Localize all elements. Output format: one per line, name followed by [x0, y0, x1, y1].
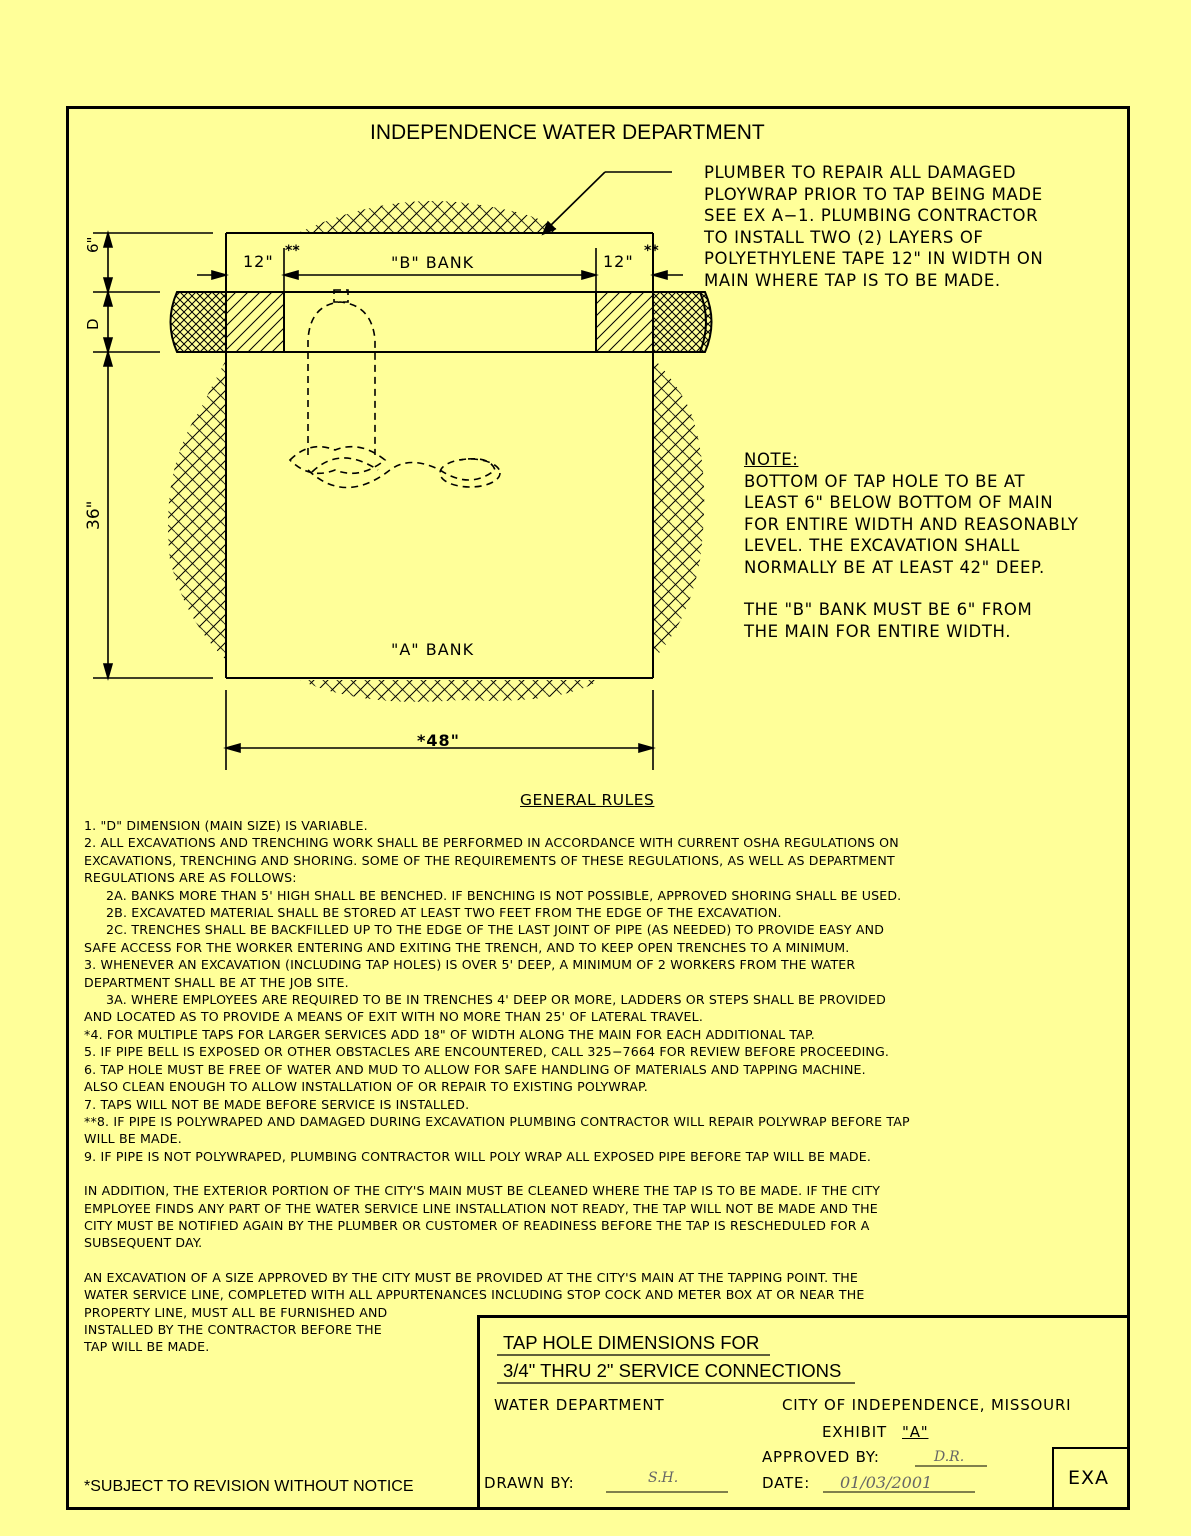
city-label: CITY OF INDEPENDENCE, MISSOURI — [782, 1396, 1072, 1414]
department-label: WATER DEPARTMENT — [494, 1396, 665, 1414]
dim-12-right-label: 12" — [603, 252, 634, 271]
exhibit-code: EXA — [1068, 1467, 1110, 1489]
rule-line: 2B. EXCAVATED MATERIAL SHALL BE STORED AT LEAST TWO FEET FROM THE EDGE OF THE EXCAVATION. — [106, 905, 782, 921]
addition-line: EMPLOYEE FINDS ANY PART OF THE WATER SERVICE LINE INSTALLATION NOT READY, THE TAP WILL NOT BE MADE AND THE — [84, 1200, 878, 1216]
note-line: BOTTOM OF TAP HOLE TO BE AT — [744, 471, 1026, 491]
note-line: LEVEL. THE EXCAVATION SHALL — [744, 536, 1020, 555]
drawn-value: S.H. — [648, 1470, 679, 1486]
plumber-note-line: SEE EX A−1. PLUMBING CONTRACTOR — [704, 206, 1039, 225]
dim-48-label: *48" — [417, 731, 460, 750]
dim-6-label: 6" — [84, 236, 102, 253]
drawing-title: INDEPENDENCE WATER DEPARTMENT — [370, 121, 765, 144]
title-block-line2: 3/4" THRU 2" SERVICE CONNECTIONS — [503, 1360, 842, 1381]
a-bank-label: "A" BANK — [391, 640, 475, 659]
plumber-note-line: MAIN WHERE TAP IS TO BE MADE. — [704, 270, 1001, 290]
approved-label: APPROVED BY: — [762, 1448, 880, 1466]
general-rules-title: GENERAL RULES — [520, 791, 655, 809]
excavation-line: WATER SERVICE LINE, COMPLETED WITH ALL APPURTENANCES INCLUDING STOP COCK AND METER BOX AT OR NEAR THE — [84, 1287, 865, 1303]
rule-line: 9. IF PIPE IS NOT POLYWRAPED, PLUMBING CONTRACTOR WILL POLY WRAP ALL EXPOSED PIPE BEFORE TAP WILL BE MADE. — [84, 1148, 872, 1164]
plumber-note-line: PLUMBER TO REPAIR ALL DAMAGED — [704, 163, 1017, 182]
stars-right: ** — [644, 243, 659, 259]
plumber-note-line: PLOYWRAP PRIOR TO TAP BEING MADE — [704, 184, 1043, 204]
rule-line: 7. TAPS WILL NOT BE MADE BEFORE SERVICE IS INSTALLED. — [84, 1096, 470, 1112]
rule-line: 2A. BANKS MORE THAN 5' HIGH SHALL BE BENCHED. IF BENCHING IS NOT POSSIBLE, APPROVED SHORING SHALL BE USED. — [106, 887, 902, 903]
note-line: LEAST 6" BELOW BOTTOM OF MAIN — [744, 493, 1054, 512]
dim-d-label: D — [84, 318, 102, 330]
addition-line: CITY MUST BE NOTIFIED AGAIN BY THE PLUMBER OR CUSTOMER OF READINESS BEFORE THE TAP IS RESCHEDULED FOR A — [84, 1217, 870, 1233]
rule-line: 3A. WHERE EMPLOYEES ARE REQUIRED TO BE IN TRENCHES 4' DEEP OR MORE, LADDERS OR STEPS SHALL BE PROVIDED — [106, 992, 886, 1008]
rule-line: 2. ALL EXCAVATIONS AND TRENCHING WORK SHALL BE PERFORMED IN ACCORDANCE WITH CURRENT OSHA REGULATIONS ON — [84, 835, 899, 851]
exhibit-label: EXHIBIT — [822, 1423, 887, 1441]
rule-line: ALSO CLEAN ENOUGH TO ALLOW INSTALLATION OF OR REPAIR TO EXISTING POLYWRAP. — [84, 1079, 648, 1095]
title-block-line1: TAP HOLE DIMENSIONS FOR — [503, 1332, 760, 1353]
rule-line: 2C. TRENCHES SHALL BE BACKFILLED UP TO THE EDGE OF THE LAST JOINT OF PIPE (AS NEEDED) TO PROVIDE EASY AND — [106, 922, 885, 938]
excavation-line: PROPERTY LINE, MUST ALL BE FURNISHED AND — [84, 1304, 388, 1320]
rule-line: *4. FOR MULTIPLE TAPS FOR LARGER SERVICES ADD 18" OF WIDTH ALONG THE MAIN FOR EACH ADDITIONAL TAP. — [84, 1026, 815, 1042]
note-heading: NOTE: — [744, 450, 799, 469]
dim-36-label: 36" — [84, 500, 104, 530]
addition-line: IN ADDITION, THE EXTERIOR PORTION OF THE CITY'S MAIN MUST BE CLEANED WHERE THE TAP IS TO BE MADE. IF THE CITY — [84, 1183, 881, 1199]
plumber-note-line: TO INSTALL TWO (2) LAYERS OF — [704, 227, 984, 247]
excavation-line: INSTALLED BY THE CONTRACTOR BEFORE THE — [84, 1321, 382, 1337]
rule-line: DEPARTMENT SHALL BE AT THE JOB SITE. — [84, 974, 349, 990]
date-label: DATE: — [762, 1474, 811, 1492]
note-line: THE MAIN FOR ENTIRE WIDTH. — [744, 621, 1012, 641]
addition-line: SUBSEQUENT DAY. — [84, 1235, 203, 1251]
note-line: NORMALLY BE AT LEAST 42" DEEP. — [744, 557, 1045, 577]
rule-line: EXCAVATIONS, TRENCHING AND SHORING. SOME OF THE REQUIREMENTS OF THESE REGULATIONS, AS WELL AS DEPARTMENT — [84, 852, 895, 868]
rule-line: SAFE ACCESS FOR THE WORKER ENTERING AND EXITING THE TRENCH, AND TO KEEP OPEN TRENCHES TO A MINIMUM. — [84, 939, 850, 955]
date-value: 01/03/2001 — [840, 1473, 933, 1492]
note-line: FOR ENTIRE WIDTH AND REASONABLY — [744, 514, 1079, 534]
stars-left: ** — [285, 243, 300, 259]
rule-line: 6. TAP HOLE MUST BE FREE OF WATER AND MUD TO ALLOW FOR SAFE HANDLING OF MATERIALS AND TAPPING MACHINE. — [84, 1061, 866, 1077]
excavation-line: TAP WILL BE MADE. — [84, 1339, 210, 1355]
rule-line: **8. IF PIPE IS POLYWRAPED AND DAMAGED DURING EXCAVATION PLUMBING CONTRACTOR WILL REPAIR POLYWRAP BEFORE TAP — [84, 1113, 910, 1129]
rule-line: 3. WHENEVER AN EXCAVATION (INCLUDING TAP HOLES) IS OVER 5' DEEP, A MINIMUM OF 2 WORKERS FROM THE WATER — [84, 957, 856, 973]
rule-line: 1. "D" DIMENSION (MAIN SIZE) IS VARIABLE. — [84, 818, 368, 833]
excavation-line: AN EXCAVATION OF A SIZE APPROVED BY THE CITY MUST BE PROVIDED AT THE CITY'S MAIN AT THE TAPPING POINT. THE — [84, 1269, 859, 1285]
rule-line: AND LOCATED AS TO PROVIDE A MEANS OF EXIT WITH NO MORE THAN 25' OF LATERAL TRAVEL. — [84, 1009, 703, 1025]
rule-line: 5. IF PIPE BELL IS EXPOSED OR OTHER OBSTACLES ARE ENCOUNTERED, CALL 325−7664 FOR REVIEW BEFORE PROCEEDING. — [84, 1044, 890, 1060]
rule-line: REGULATIONS ARE AS FOLLOWS: — [84, 870, 297, 886]
drawn-label: DRAWN BY: — [484, 1474, 575, 1492]
dim-12-left-label: 12" — [243, 252, 274, 271]
note-line: THE "B" BANK MUST BE 6" FROM — [744, 600, 1033, 619]
exhibit-value: "A" — [902, 1423, 929, 1441]
rule-line: WILL BE MADE. — [84, 1131, 182, 1147]
plumber-note-line: POLYETHYLENE TAPE 12" IN WIDTH ON — [704, 249, 1044, 268]
b-bank-label: "B" BANK — [391, 253, 475, 272]
revision-notice: *SUBJECT TO REVISION WITHOUT NOTICE — [84, 1478, 414, 1495]
approved-value: D.R. — [934, 1449, 965, 1465]
